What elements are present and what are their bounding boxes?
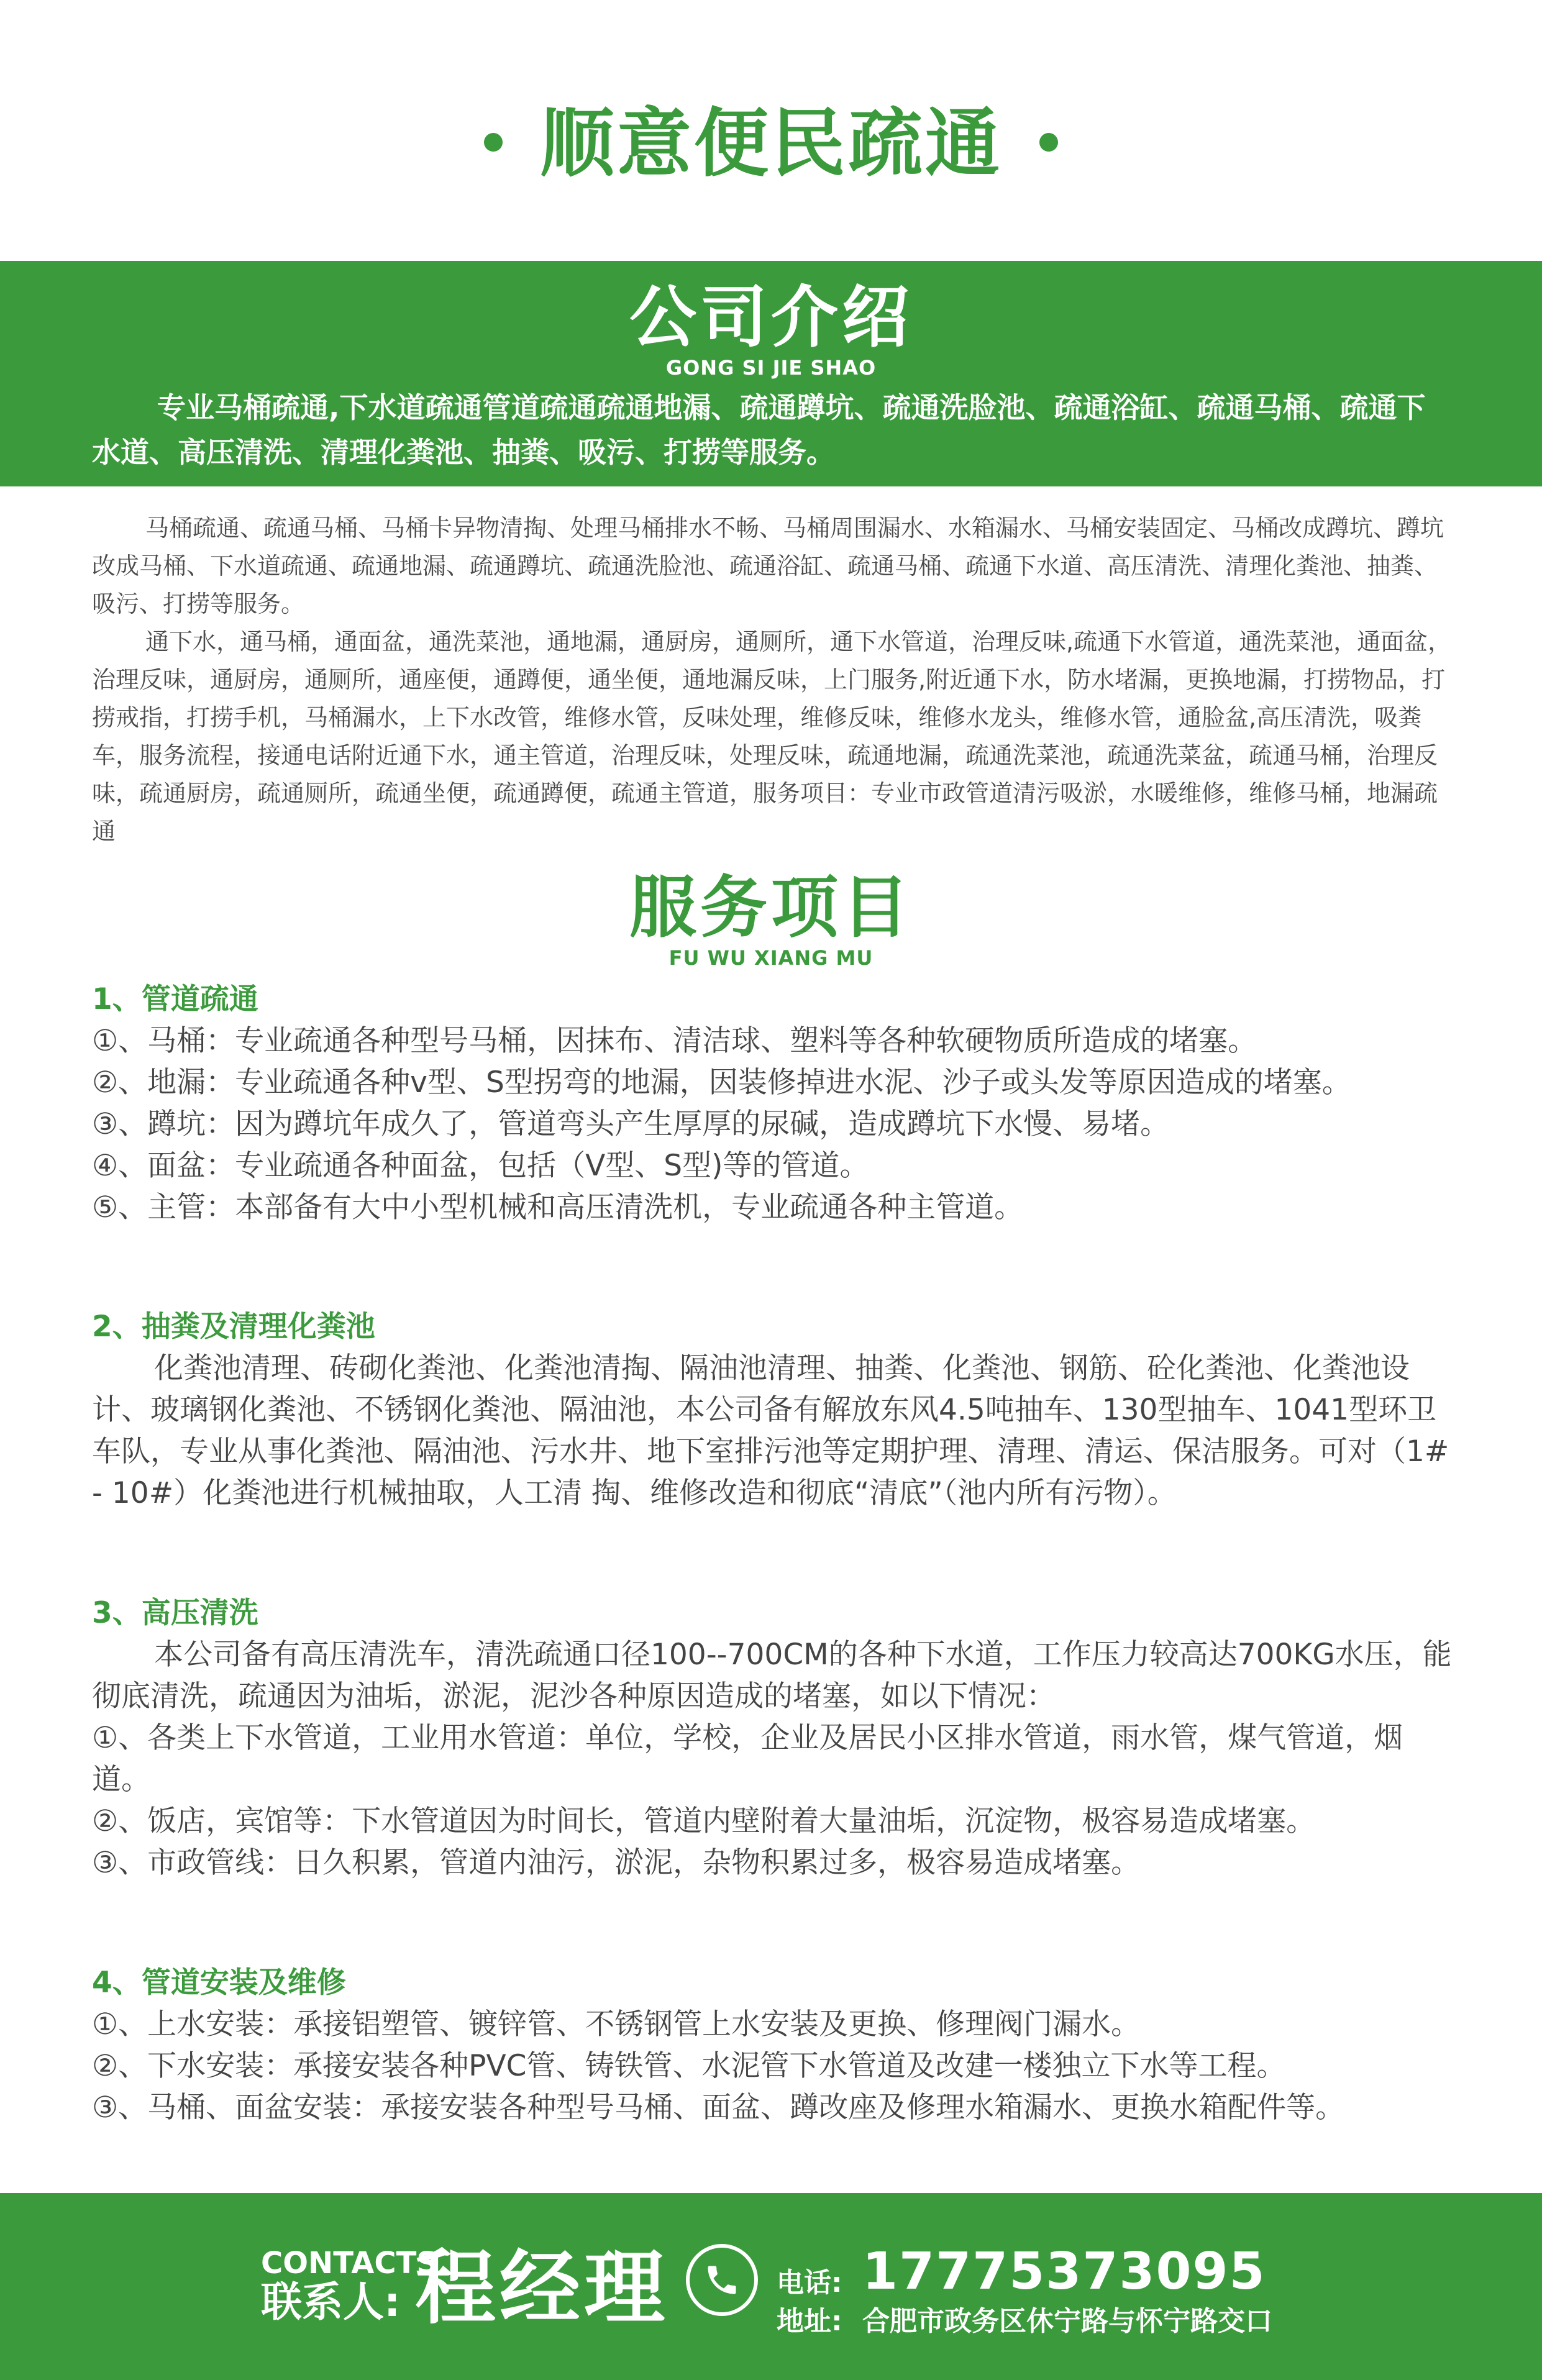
phone-number[interactable]: 17775373095 <box>862 2242 1266 2301</box>
contact-banner <box>0 2193 1542 2380</box>
service-heading: 3、高压清洗 <box>92 1596 258 1630</box>
phone-icon <box>686 2244 758 2316</box>
intro-paragraph-1: 马桶疏通、疏通马桶、马桶卡异物清掏、处理马桶排水不畅、马桶周围漏水、水箱漏水、马桶安装固定、马桶改成蹲坑、蹲坑改成马桶、下水道疏通、疏通地漏、疏通蹲坑、疏通洗脸池、疏通浴缸、疏通马桶、疏通下水道、高压清洗、清理化粪池、抽粪、吸污、打捞等服务。 <box>92 514 1444 618</box>
contact-person: 程经理 <box>415 2241 669 2335</box>
service-heading: 1、管道疏通 <box>92 982 258 1016</box>
service-text: 本公司备有高压清洗车，清洗疏通口径100--700CM的各种下水道，工作压力较高达700KG水压，能彻底清洗，疏通因为油垢，淤泥，泥沙各种原因造成的堵塞，如以下情况： <box>92 1638 1452 1713</box>
bullet-dot-right <box>1039 133 1058 152</box>
service-item: ②、下水安装：承接安装各种PVC管、铸铁管、水泥管下水管道及改建一楼独立下水等工程。 <box>92 2049 1286 2083</box>
phone-label: 电话: <box>777 2267 842 2299</box>
bullet-dot-left <box>484 133 503 152</box>
contacts-label-en: CONTACTS <box>261 2246 438 2281</box>
service-item: ④、面盆：专业疏通各种面盆，包括（V型、S型)等的管道。 <box>92 1149 869 1183</box>
service-item: ①、各类上下水管道，工业用水管道：单位，学校，企业及居民小区排水管道，雨水管，煤气管道，烟道。 <box>92 1721 1403 1797</box>
service-section-septic <box>92 1306 1459 1514</box>
service-item: ③、马桶、面盆安装：承接安装各种型号马桶、面盆、蹲改座及修理水箱漏水、更换水箱配件等。 <box>92 2090 1345 2125</box>
intro-title-cn: 公司介绍 <box>629 279 913 357</box>
page-title-text: 顺意便民疏通 <box>540 101 1002 187</box>
service-heading: 2、抽粪及清理化粪池 <box>92 1310 375 1344</box>
service-heading: 4、管道安装及维修 <box>92 1966 346 2000</box>
services-title-en: FU WU XIANG MU <box>668 946 874 970</box>
service-item: ⑤、主管：本部备有大中小型机械和高压清洗机，专业疏通各种主管道。 <box>92 1190 1024 1224</box>
service-text: 化粪池清理、砖砌化粪池、化粪池清掏、隔油池清理、抽粪、化粪池、钢筋、砼化粪池、化粪池设计、玻璃钢化粪池、不锈钢化粪池、隔油池，本公司备有解放东风4.5吨抽车、130型抽车、1041型环卫车队，专业从事化粪池、隔油池、污水井、地下室排污池等定期护理、清理、清运、保洁服务。可对（1# - 10#）化粪池进行机械抽取，人工清 掏、维修改造和彻底“清底”（池内所有污物）。 <box>92 1351 1449 1510</box>
page-title <box>0 84 1542 191</box>
services-heading <box>0 871 1542 970</box>
service-item: ②、地漏：专业疏通各种v型、S型拐弯的地漏，因装修掉进水泥、沙子或头发等原因造成的堵塞。 <box>92 1065 1351 1100</box>
contacts-label-cn: 联系人: <box>261 2278 401 2326</box>
service-section-high-pressure <box>92 1592 1459 1884</box>
intro-heading <box>0 281 1542 380</box>
intro-lead-text: 专业马桶疏通,下水道疏通管道疏通疏通地漏、疏通蹲坑、疏通洗脸池、疏通浴缸、疏通马桶、疏通下水道、高压清洗、清理化粪池、抽粪、吸污、打捞等服务。 <box>92 391 1426 469</box>
intro-paragraph-2: 通下水，通马桶，通面盆，通洗菜池，通地漏，通厨房，通厕所，通下水管道，治理反味,疏通下水管道，通洗菜池，通面盆，治理反味，通厨房，通厕所，通座便，通蹲便，通坐便，通地漏反味，上门服务,附近通下水，防水堵漏，更换地漏，打捞物品，打捞戒指，打捞手机，马桶漏水，上下水改管，维修水管，反味处理，维修反味，维修水龙头，维修水管，通脸盆,高压清洗，吸粪车，服务流程，接通电话附近通下水，通主管道，治理反味，处理反味，疏通地漏，疏通洗菜池，疏通洗菜盆，疏通马桶，治理反味，疏通厨房，疏通厕所，疏通坐便，疏通蹲便，疏通主管道，服务项目：专业市政管道清污吸淤，水暖维修，维修马桶，地漏疏通 <box>92 628 1452 845</box>
services-title-cn: 服务项目 <box>629 869 913 947</box>
service-item: ③、蹲坑：因为蹲坑年成久了，管道弯头产生厚厚的尿碱，造成蹲坑下水慢、易堵。 <box>92 1107 1170 1141</box>
intro-title-en: GONG SI JIE SHAO <box>665 356 877 380</box>
service-section-pipe-dredging <box>92 978 1459 1228</box>
contacts-label <box>261 2248 438 2326</box>
service-section-installation <box>92 1962 1459 2128</box>
service-item: ②、饭店，宾馆等：下水管道因为时间长，管道内壁附着大量油垢，沉淀物，极容易造成堵塞。 <box>92 1804 1316 1838</box>
service-item: ①、马桶：专业疏通各种型号马桶，因抹布、清洁球、塑料等各种软硬物质所造成的堵塞。 <box>92 1024 1257 1058</box>
address-value: 合肥市政务区休宁路与怀宁路交口 <box>862 2305 1272 2337</box>
address-label: 地址: <box>777 2305 842 2337</box>
service-item: ①、上水安装：承接铝塑管、镀锌管、不锈钢管上水安装及更换、修理阀门漏水。 <box>92 2007 1141 2041</box>
service-item: ③、市政管线：日久积累，管道内油污，淤泥，杂物积累过多，极容易造成堵塞。 <box>92 1846 1141 1880</box>
